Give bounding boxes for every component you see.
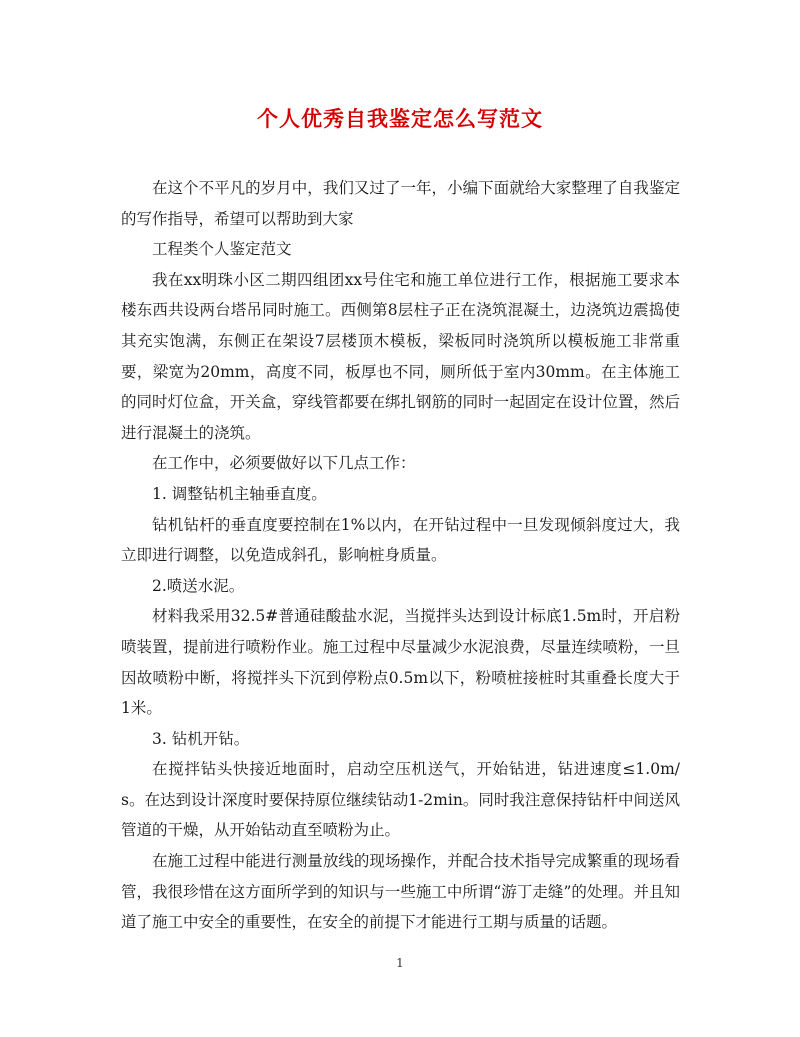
- paragraph-item-3-heading: 3. 钻机开钻。: [152, 729, 250, 748]
- document-title: 个人优秀自我鉴定怎么写范文: [257, 106, 543, 131]
- paragraph-section-heading: 工程类个人鉴定范文: [152, 240, 292, 259]
- paragraph-item-2-body: 材料我采用32.5#普通硅酸盐水泥，当搅拌头达到设计标底1.5m时，开启粉喷装置，提前进行喷粉作业。施工过程中尽量减少水泥浪费，尽量连续喷粉，一旦因故喷粉中断，将搅拌头下沉到停粉点0.5m以下，粉喷桩接桩时其重叠长度大于1米。: [121, 607, 680, 718]
- paragraph-item-1-heading: 1. 调整钻机主轴垂直度。: [152, 484, 327, 503]
- paragraph-summary: 在施工过程中能进行测量放线的现场操作，并配合技术指导完成繁重的现场看管，我很珍惜在这方面所学到的知识与一些施工中所谓“游丁走缝”的处理。并且知道了施工中安全的重要性，在安全的前提下才能进行工期与质量的话题。: [121, 852, 680, 932]
- document-body: [121, 173, 680, 938]
- page-number: 1: [396, 956, 404, 970]
- paragraph-intro: 在这个不平凡的岁月中，我们又过了一年，小编下面就给大家整理了自我鉴定的写作指导，希望可以帮助到大家: [121, 179, 680, 228]
- paragraph-work-description: 我在xx明珠小区二期四组团xx号住宅和施工单位进行工作，根据施工要求本楼东西共设两台塔吊同时施工。西侧第8层柱子正在浇筑混凝土，边浇筑边震捣使其充实饱满，东侧正在架设7层楼顶木模板，梁板同时浇筑所以模板施工非常重要，梁宽为20mm，高度不同，板厚也不同，厕所低于室内30mm。在主体施工的同时灯位盒，开关盒，穿线管都要在绑扎钢筋的同时一起固定在设计位置，然后进行混凝土的浇筑。: [121, 270, 680, 442]
- paragraph-key-points: 在工作中，必须要做好以下几点工作：: [152, 454, 416, 473]
- paragraph-item-1-body: 钻机钻杆的垂直度要控制在1%以内，在开钻过程中一旦发现倾斜度过大，我立即进行调整，以免造成斜孔，影响桩身质量。: [121, 515, 680, 565]
- paragraph-item-3-body: 在搅拌钻头快接近地面时，启动空压机送气，开始钻进，钻进速度≤1.0m/s。在达到设计深度时要保持原位继续钻动1-2min。同时我注意保持钻杆中间送风管道的干燥，从开始钻动直至喷粉为止。: [121, 760, 680, 840]
- paragraph-item-2-heading: 2.喷送水泥。: [152, 576, 245, 595]
